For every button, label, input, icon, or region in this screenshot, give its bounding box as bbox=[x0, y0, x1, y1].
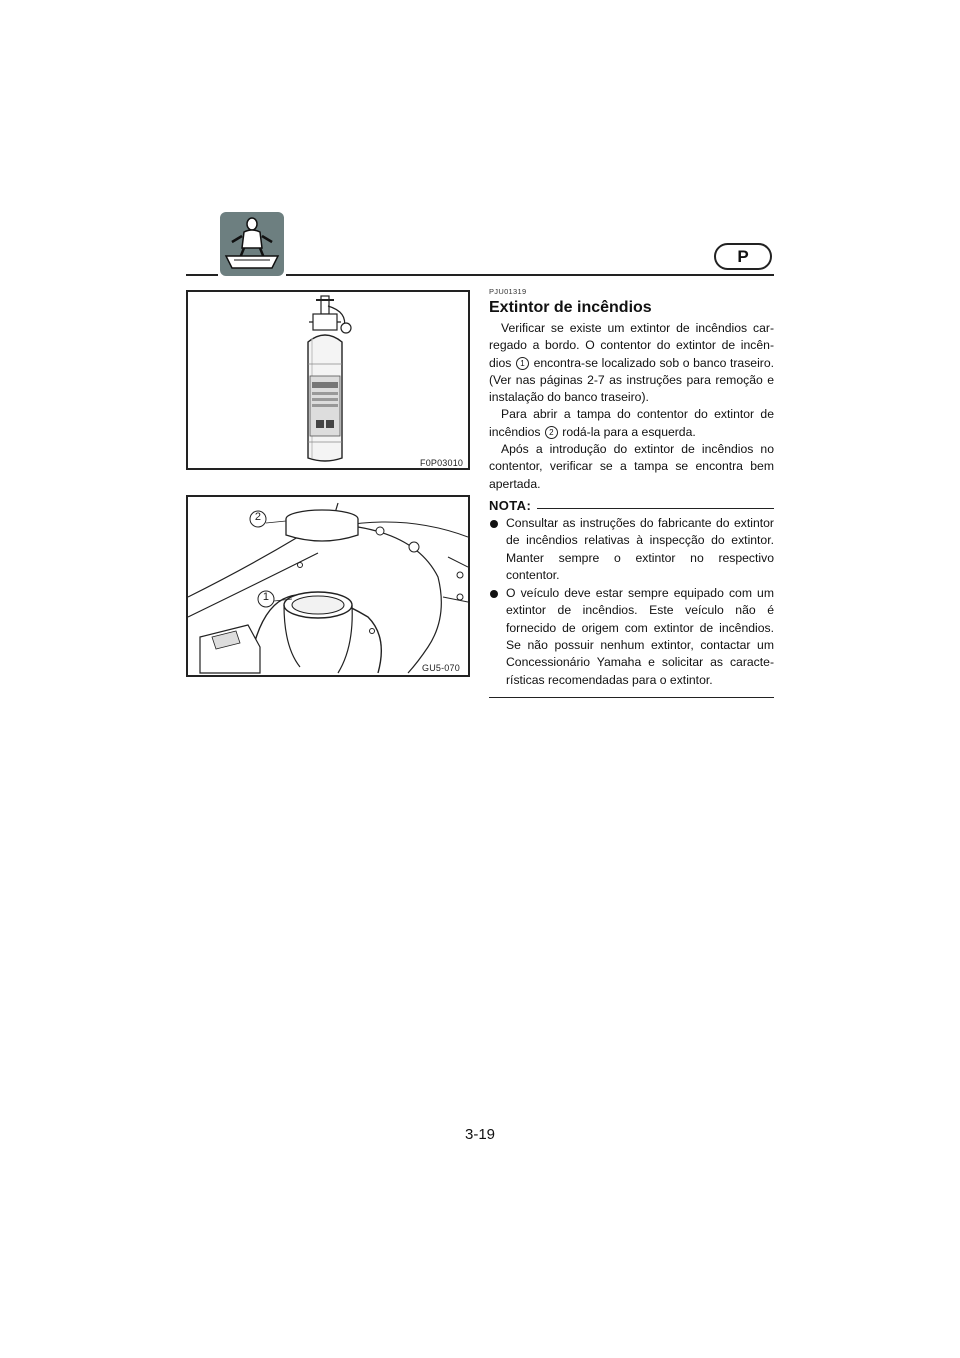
header-rule-right bbox=[286, 274, 774, 276]
fire-extinguisher-icon bbox=[188, 292, 468, 468]
page-number: 3-19 bbox=[464, 1126, 496, 1143]
bullet-icon bbox=[490, 590, 498, 598]
reference-code: PJU01319 bbox=[489, 287, 527, 296]
section-content bbox=[489, 287, 774, 698]
note-header bbox=[489, 498, 774, 513]
note-label: NOTA: bbox=[489, 497, 532, 513]
header-rule-left bbox=[186, 274, 218, 276]
paragraph-2: Para abrir a tampa do contentor do extintor de incêndios 2 rodá-la para a esquerda. bbox=[489, 407, 774, 439]
list-item: Consultar as instruções do fabricante do extintor de incêndios relativas à inspecção do extintor. Manter sempre o extintor no respectivo contentor. bbox=[489, 515, 774, 584]
paragraph-1: Verificar se existe um extintor de incêndios carregado a bordo. O contentor do extintor de incêndios 1 encontra-se localizado sob o banco traseiro. (Ver nas páginas 2-7 as instruções para remoção e instalação do banco traseiro). bbox=[489, 321, 774, 405]
note-end-rule bbox=[489, 697, 774, 698]
list-item: O veículo deve estar sempre equipado com um extintor de incêndios. Este veículo não é fornecido de origem com extintor de incêndios. Se não possuir nenhum extintor, contactar um Concessionário Yamaha e solicitar as características recomendadas para o extintor. bbox=[489, 585, 774, 689]
callout-marker-1: 1 bbox=[516, 357, 529, 370]
callout-1: 1 bbox=[262, 591, 270, 603]
language-badge: P bbox=[714, 243, 772, 270]
note-list bbox=[489, 515, 774, 689]
container-figure bbox=[186, 495, 470, 677]
jet-ski-rider-icon bbox=[220, 212, 284, 276]
note-rule bbox=[537, 508, 774, 509]
bullet-icon bbox=[490, 520, 498, 528]
section-title: Extintor de incêndios bbox=[489, 299, 652, 316]
extinguisher-figure bbox=[186, 290, 470, 470]
figure-code: GU5-070 bbox=[422, 663, 460, 673]
figure-code: F0P03010 bbox=[420, 458, 464, 468]
callout-marker-2: 2 bbox=[545, 426, 558, 439]
callout-2: 2 bbox=[254, 511, 262, 523]
paragraph-3: Após a introdução do extintor de incêndios no contentor, verificar se a tampa se encontra bem apertada. bbox=[489, 442, 774, 491]
extinguisher-container-icon bbox=[188, 497, 468, 675]
